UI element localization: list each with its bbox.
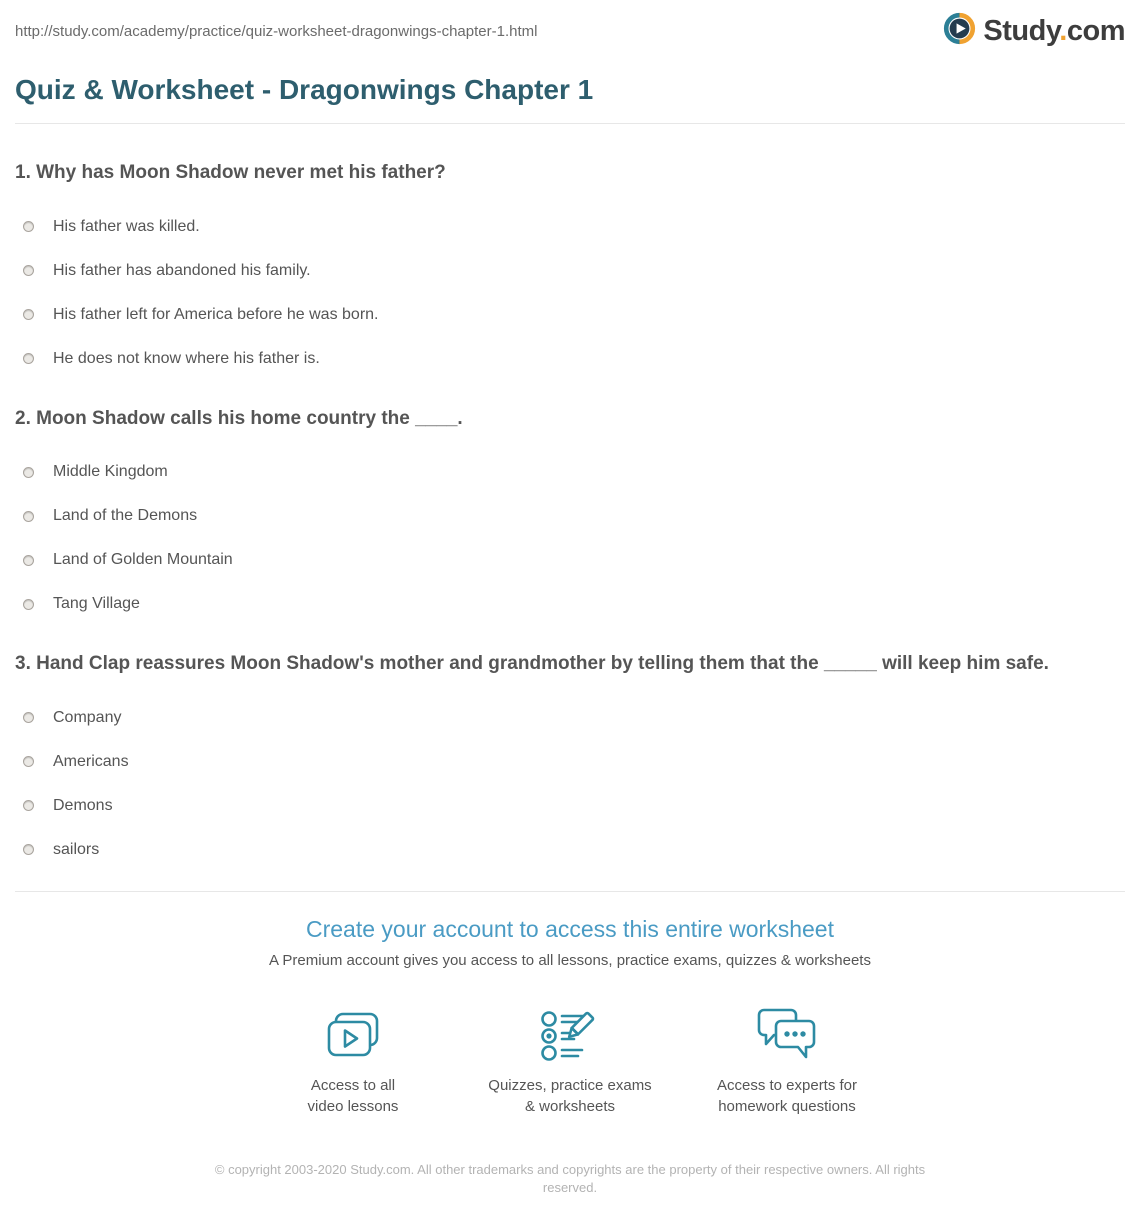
- option-label[interactable]: Company: [53, 708, 122, 726]
- question-3-option-1[interactable]: [15, 707, 1125, 729]
- page-title: Quiz & Worksheet - Dragonwings Chapter 1: [15, 74, 594, 105]
- title-divider: [15, 123, 1125, 124]
- question-3-option-3[interactable]: [15, 795, 1125, 817]
- radio-button[interactable]: [23, 555, 34, 566]
- option-label[interactable]: His father left for America before he was born.: [53, 305, 379, 323]
- chat-experts-icon: [679, 1005, 896, 1063]
- features-row: [15, 1005, 1125, 1118]
- quizzes-worksheets-icon: [462, 1005, 679, 1063]
- question-2-option-4[interactable]: [15, 593, 1125, 615]
- question-3-options: [15, 707, 1125, 861]
- question-1: [15, 159, 1125, 370]
- option-label[interactable]: He does not know where his father is.: [53, 349, 320, 367]
- question-1-option-2[interactable]: [15, 260, 1125, 282]
- page-header: [15, 0, 1125, 54]
- question-3: [15, 650, 1125, 861]
- cta-title: Create your account to access this entire worksheet: [306, 915, 834, 942]
- radio-button[interactable]: [23, 511, 34, 522]
- feature-label: Access to experts for homework questions: [716, 1076, 858, 1115]
- question-1-option-4[interactable]: [15, 348, 1125, 370]
- radio-button[interactable]: [23, 844, 34, 855]
- option-label[interactable]: Demons: [53, 796, 113, 814]
- video-lessons-icon: [245, 1005, 462, 1063]
- radio-button[interactable]: [23, 265, 34, 276]
- logo-dot: .: [1059, 14, 1067, 47]
- feature-video-lessons: [245, 1005, 462, 1118]
- question-3-text: 3. Hand Clap reassures Moon Shadow's mother and grandmother by telling them that the _____ will keep him safe.: [15, 653, 1049, 675]
- question-2-option-1[interactable]: [15, 461, 1125, 483]
- question-3-option-2[interactable]: [15, 751, 1125, 773]
- copyright-text: © copyright 2003-2020 Study.com. All other trademarks and copyrights are the property of their respective owners. All rights reserved.: [214, 1162, 926, 1196]
- question-2-option-3[interactable]: [15, 549, 1125, 571]
- radio-button[interactable]: [23, 756, 34, 767]
- option-label[interactable]: Americans: [53, 752, 129, 770]
- option-label[interactable]: His father was killed.: [53, 217, 200, 235]
- question-1-option-3[interactable]: [15, 304, 1125, 326]
- feature-quizzes-worksheets: [462, 1005, 679, 1118]
- studycom-play-icon: [943, 12, 976, 50]
- cta-subtitle: A Premium account gives you access to all lessons, practice exams, quizzes & worksheets: [269, 951, 871, 969]
- option-label[interactable]: Middle Kingdom: [53, 463, 168, 481]
- radio-button[interactable]: [23, 599, 34, 610]
- radio-button[interactable]: [23, 221, 34, 232]
- option-label[interactable]: Tang Village: [53, 595, 140, 613]
- feature-label: Quizzes, practice exams & worksheets: [488, 1076, 652, 1115]
- option-label[interactable]: Land of Golden Mountain: [53, 551, 233, 569]
- option-label[interactable]: His father has abandoned his family.: [53, 261, 311, 279]
- radio-button[interactable]: [23, 353, 34, 364]
- radio-button[interactable]: [23, 309, 34, 320]
- feature-expert-help: [679, 1005, 896, 1118]
- footer-divider: [15, 891, 1125, 892]
- radio-button[interactable]: [23, 800, 34, 811]
- option-label[interactable]: Land of the Demons: [53, 507, 198, 525]
- feature-label: Access to all video lessons: [307, 1076, 399, 1115]
- cta-section: [15, 916, 1125, 1230]
- question-1-text: 1. Why has Moon Shadow never met his father?: [15, 162, 446, 183]
- radio-button[interactable]: [23, 467, 34, 478]
- question-1-option-1[interactable]: [15, 216, 1125, 238]
- option-label[interactable]: sailors: [53, 840, 100, 858]
- question-3-option-4[interactable]: [15, 839, 1125, 861]
- question-2-option-2[interactable]: [15, 505, 1125, 527]
- radio-button[interactable]: [23, 712, 34, 723]
- question-2-options: [15, 461, 1125, 615]
- studycom-logo[interactable]: [943, 12, 1125, 50]
- studycom-logo-text: Study.com: [983, 14, 1125, 47]
- question-1-options: [15, 216, 1125, 370]
- question-2: [15, 405, 1125, 616]
- question-2-text: 2. Moon Shadow calls his home country the ____.: [15, 407, 463, 429]
- page-url: http://study.com/academy/practice/quiz-worksheet-dragonwings-chapter-1.html: [15, 22, 538, 40]
